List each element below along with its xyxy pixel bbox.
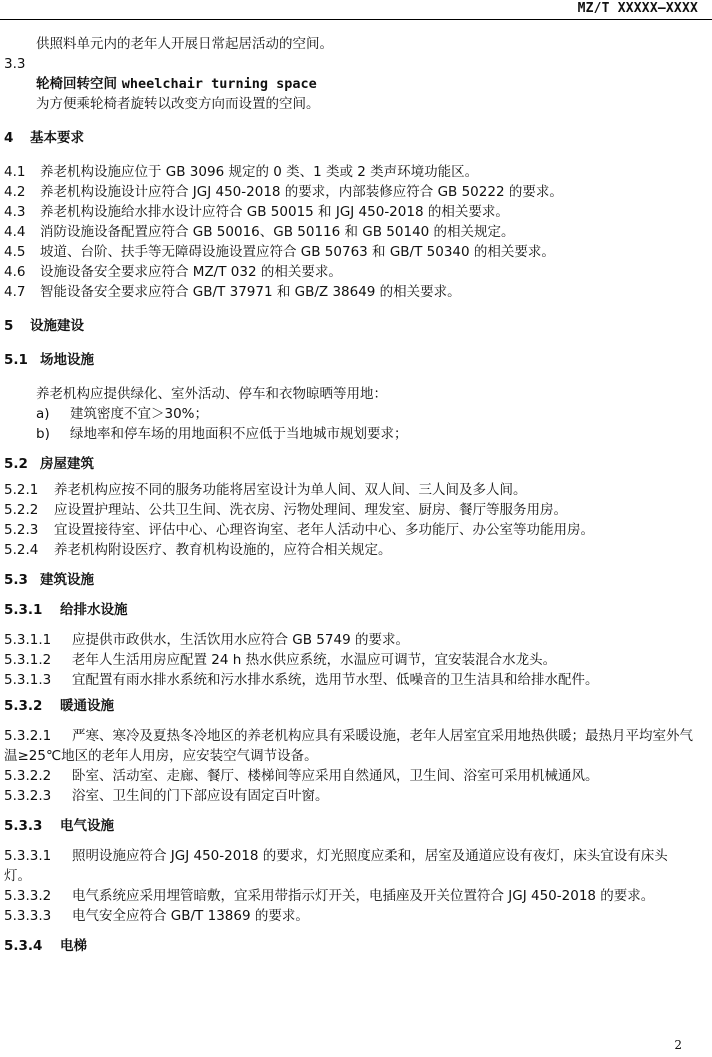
- clause-item: 5.3.2.3 浴室、卫生间的门下部应设有固定百叶窗。: [4, 788, 329, 804]
- paragraph-5-1: 养老机构应提供绿化、室外活动、停车和衣物晾晒等用地：: [36, 386, 387, 402]
- clause-item: 4.3 养老机构设施给水排水设计应符合 GB 50015 和 JGJ 450-2018 的相关要求。: [4, 204, 509, 220]
- subsection-heading-5-3-4: 5.3.4 电梯: [4, 938, 87, 954]
- clause-item: 4.2 养老机构设施设计应符合 JGJ 450-2018 的要求，内部装修应符合 GB 50222 的要求。: [4, 184, 563, 200]
- subsection-heading-5-3: 5.3 建筑设施: [4, 572, 94, 588]
- term-zh: 轮椅回转空间: [36, 76, 117, 92]
- term-en: wheelchair turning space: [121, 76, 317, 92]
- clause-item: 5.3.3.1 照明设施应符合 JGJ 450-2018 的要求，灯光照度应柔和，居室及通道应设有夜灯，床头宜设有床头灯。: [4, 848, 668, 884]
- definition-text: 为方便乘轮椅者旋转以改变方向而设置的空间。: [36, 96, 320, 112]
- list-item: b) 绿地率和停车场的用地面积不应低于当地城市规划要求；: [36, 426, 408, 442]
- subsection-heading-5-3-1: 5.3.1 给排水设施: [4, 602, 128, 618]
- document-body: [4, 34, 694, 956]
- clause-item: 5.2.4 养老机构附设医疗、教育机构设施的，应符合相关规定。: [4, 542, 392, 558]
- subsection-heading-5-3-3: 5.3.3 电气设施: [4, 818, 114, 834]
- section-heading-5: 5 设施建设: [4, 318, 84, 334]
- definition-number: 3.3: [4, 56, 26, 72]
- clause-item: 5.3.3.2 电气系统应采用埋管暗敷，宜采用带指示灯开关，电插座及开关位置符合 JGJ 450-2018 的要求。: [4, 888, 655, 904]
- section-heading-4: 4 基本要求: [4, 130, 84, 146]
- clause-item: 4.4 消防设施设备配置应符合 GB 50016、GB 50116 和 GB 50140 的相关规定。: [4, 224, 515, 240]
- subsection-heading-5-2: 5.2 房屋建筑: [4, 456, 94, 472]
- clause-item: 5.3.3.3 电气安全应符合 GB/T 13869 的要求。: [4, 908, 309, 924]
- subsection-heading-5-3-2: 5.3.2 暖通设施: [4, 698, 114, 714]
- standard-code: MZ/T XXXXX—XXXX: [577, 1, 698, 16]
- clause-item: 5.2.2 应设置护理站、公共卫生间、洗衣房、污物处理间、理发室、厨房、餐厅等服务用房。: [4, 502, 567, 518]
- clause-item: 5.3.1.1 应提供市政供水，生活饮用水应符合 GB 5749 的要求。: [4, 632, 409, 648]
- clause-item: 4.5 坡道、台阶、扶手等无障碍设施设置应符合 GB 50763 和 GB/T 50340 的相关要求。: [4, 244, 555, 260]
- continuation-text: 供照料单元内的老年人开展日常起居活动的空间。: [36, 36, 333, 52]
- definition-term: [4, 74, 694, 94]
- clause-item: 5.3.2.1 严寒、寒冷及夏热冬冷地区的养老机构应具有采暖设施，老年人居室宜采用地热供暖；最热月平均室外气温≥25℃地区的老年人用房，应安装空气调节设备。: [4, 728, 693, 764]
- clause-item: 4.7 智能设备安全要求应符合 GB/T 37971 和 GB/Z 38649 的相关要求。: [4, 284, 461, 300]
- clause-item: 5.2.3 宜设置接待室、评估中心、心理咨询室、老年人活动中心、多功能厅、办公室等功能用房。: [4, 522, 594, 538]
- section-4-items: [4, 162, 694, 302]
- page-number: 2: [674, 1038, 682, 1052]
- page-header: [0, 0, 712, 20]
- clause-item: 5.3.1.2 老年人生活用房应配置 24 h 热水供应系统，水温应可调节，宜安装混合水龙头。: [4, 652, 557, 668]
- clause-item: 4.1 养老机构设施应位于 GB 3096 规定的 0 类、1 类或 2 类声环境功能区。: [4, 164, 479, 180]
- clause-item: 5.2.1 养老机构应按不同的服务功能将居室设计为单人间、双人间、三人间及多人间。: [4, 482, 527, 498]
- clause-item: 5.3.1.3 宜配置有雨水排水系统和污水排水系统，选用节水型、低噪音的卫生洁具和给排水配件。: [4, 672, 599, 688]
- clause-item: 4.6 设施设备安全要求应符合 MZ/T 032 的相关要求。: [4, 264, 342, 280]
- subsection-heading-5-1: 5.1 场地设施: [4, 352, 94, 368]
- clause-item: 5.3.2.2 卧室、活动室、走廊、餐厅、楼梯间等应采用自然通风，卫生间、浴室可采用机械通风。: [4, 768, 599, 784]
- list-item: a) 建筑密度不宜＞30%；: [36, 406, 209, 422]
